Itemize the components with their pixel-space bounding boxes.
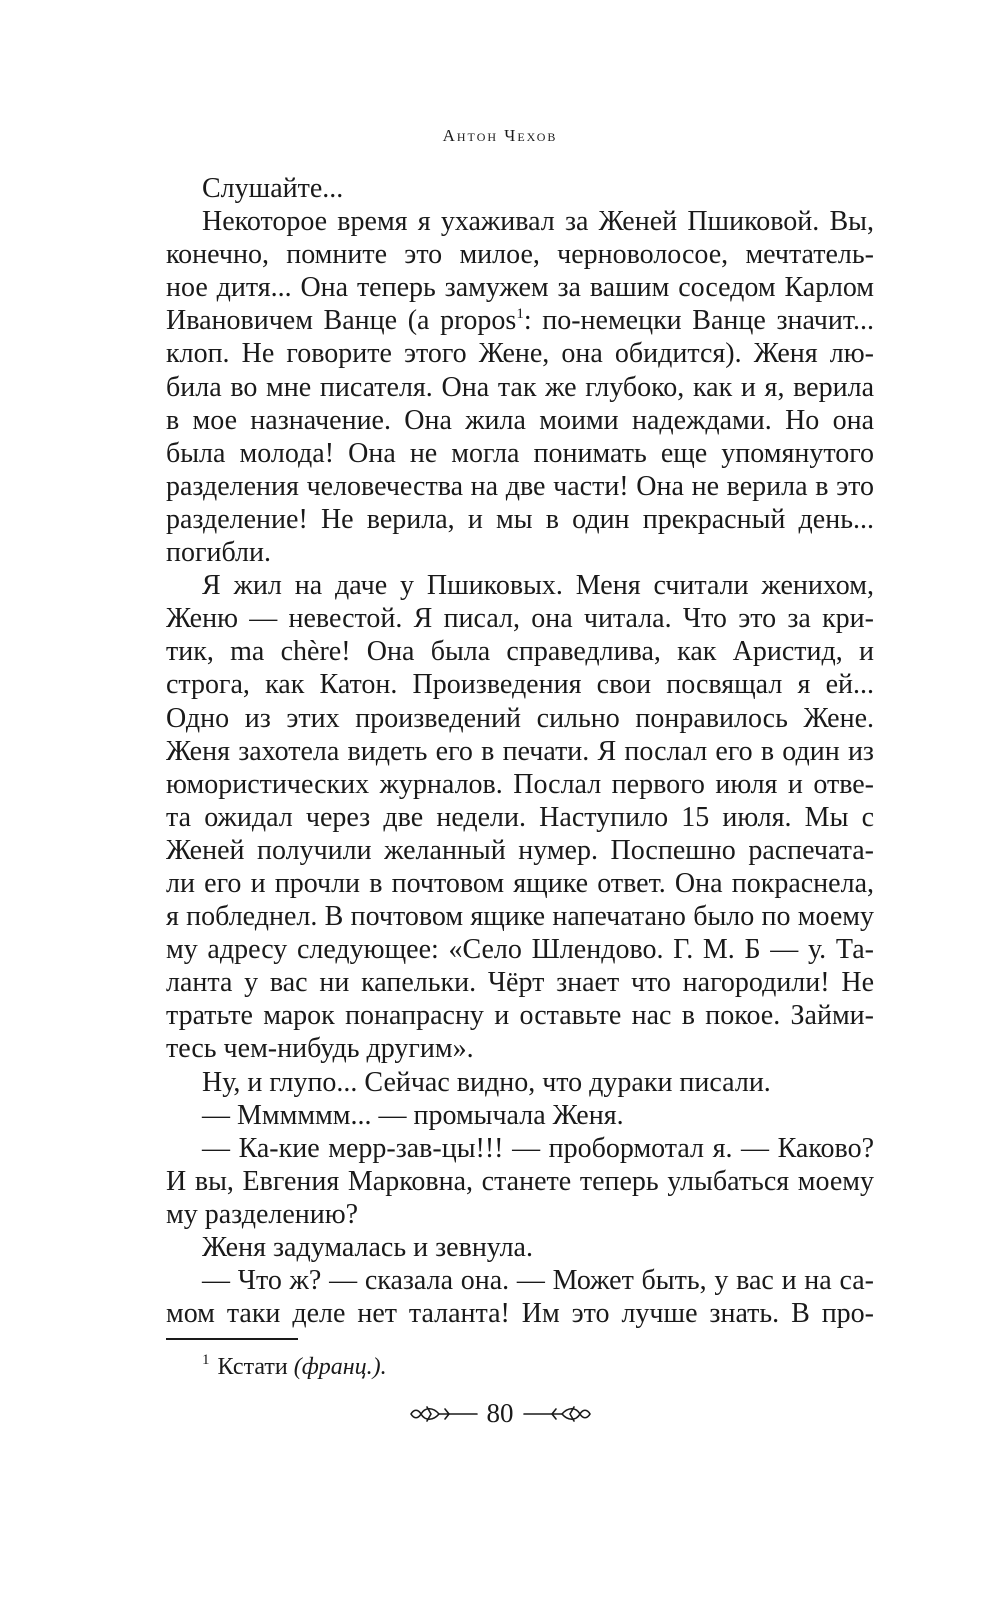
text-line: му адресу следующее: «Село Шлендово. Г. М. Б — у. Та-	[166, 934, 874, 966]
text-line: му разделению?	[166, 1198, 359, 1230]
text-line: тратьте марок понапрасну и оставьте нас в покое. Займи-	[166, 1000, 874, 1032]
footnote-text: Кстати	[217, 1354, 294, 1380]
text-line: юмористических журналов. Послал первого июля и отве-	[166, 768, 874, 800]
text-line: разделения человечества на две части! Она не верила в это	[166, 470, 874, 502]
text-line: — Ка-кие мерр-зав-цы!!! — пробормотал я. — Каково?	[202, 1132, 874, 1164]
text-line: тесь чем-нибудь другим».	[166, 1033, 474, 1065]
page-number: 80	[486, 1398, 514, 1428]
text-line: строга, как Катон. Произведения свои посвящал я ей...	[166, 669, 874, 701]
text-line: — Мммммм... — промычала Женя.	[202, 1099, 624, 1131]
text-line: ланта у вас ни капельки. Чёрт знает что нагородили! Не	[166, 967, 874, 999]
text-line: конечно, помните это милое, черноволосое, мечтатель-	[166, 239, 874, 271]
footnote	[202, 1345, 387, 1382]
text-line: разделение! Не верила, и мы в один прекрасный день...	[166, 503, 874, 535]
footnote-mark: 1	[202, 1352, 210, 1368]
text-line: погибли.	[166, 537, 271, 569]
text-line: — Что ж? — сказала она. — Может быть, у вас и на са-	[202, 1265, 874, 1297]
text-line: Женя задумалась и зевнула.	[202, 1232, 533, 1263]
text-line: та ожидал через две недели. Наступило 15 июля. Мы с	[166, 801, 874, 833]
text-line: ли его и прочли в почтовом ящике ответ. Она покраснела,	[166, 867, 874, 899]
text-line: И вы, Евгения Марковна, станете теперь улыбаться моему	[166, 1165, 874, 1197]
text-line: Одно из этих произведений сильно понравилось Жене.	[166, 702, 874, 734]
text-line: Женей получили желанный нумер. Поспешно распечата-	[166, 834, 874, 866]
running-head: Антон Чехов	[442, 126, 558, 145]
text-line: ное дитя... Она теперь замужем за вашим соседом Карлом	[166, 272, 874, 304]
footnote-note: (франц.).	[293, 1354, 387, 1380]
fleuron-icon	[522, 1403, 592, 1425]
text-line	[166, 304, 874, 337]
body-text	[166, 172, 874, 1330]
text-line: Женя захотела видеть его в печати. Я послал его в один из	[166, 735, 874, 767]
text-line: Некоторое время я ухаживал за Женей Пшиковой. Вы,	[202, 206, 874, 238]
text-line: я побледнел. В почтовом ящике напечатано было по моему	[166, 901, 874, 933]
fleuron-icon	[409, 1403, 479, 1425]
text-line: клоп. Не говорите этого Жене, она обидится). Женя лю-	[166, 338, 874, 370]
text-line: в мое назначение. Она жила моими надеждами. Но она	[166, 404, 874, 436]
text-line: тик, ma chère! Она была справедлива, как Аристид, и	[166, 636, 874, 668]
text-line: была молода! Она не могла понимать еще упомянутого	[166, 437, 874, 469]
text-line: Я жил на даче у Пшиковых. Меня считали женихом,	[202, 570, 874, 602]
text-line: Ну, и глупо... Сейчас видно, что дураки писали.	[202, 1066, 771, 1098]
text-line-part: Ивановичем Ванце (a propos	[166, 305, 517, 337]
text-line: била во мне писателя. Она так же глубоко, как и я, верила	[166, 371, 874, 403]
text-line-part: : по-немецки Ванце значит...	[523, 305, 874, 337]
text-line: Слушайте...	[202, 173, 344, 204]
text-line: Женю — невестой. Я писал, она читала. Что это за кри-	[166, 603, 874, 635]
footnote-rule	[166, 1338, 298, 1340]
folio	[0, 1398, 1000, 1429]
footnote-ref: 1	[516, 306, 524, 323]
text-line: мом таки деле нет таланта! Им это лучше знать. В про-	[166, 1298, 874, 1330]
